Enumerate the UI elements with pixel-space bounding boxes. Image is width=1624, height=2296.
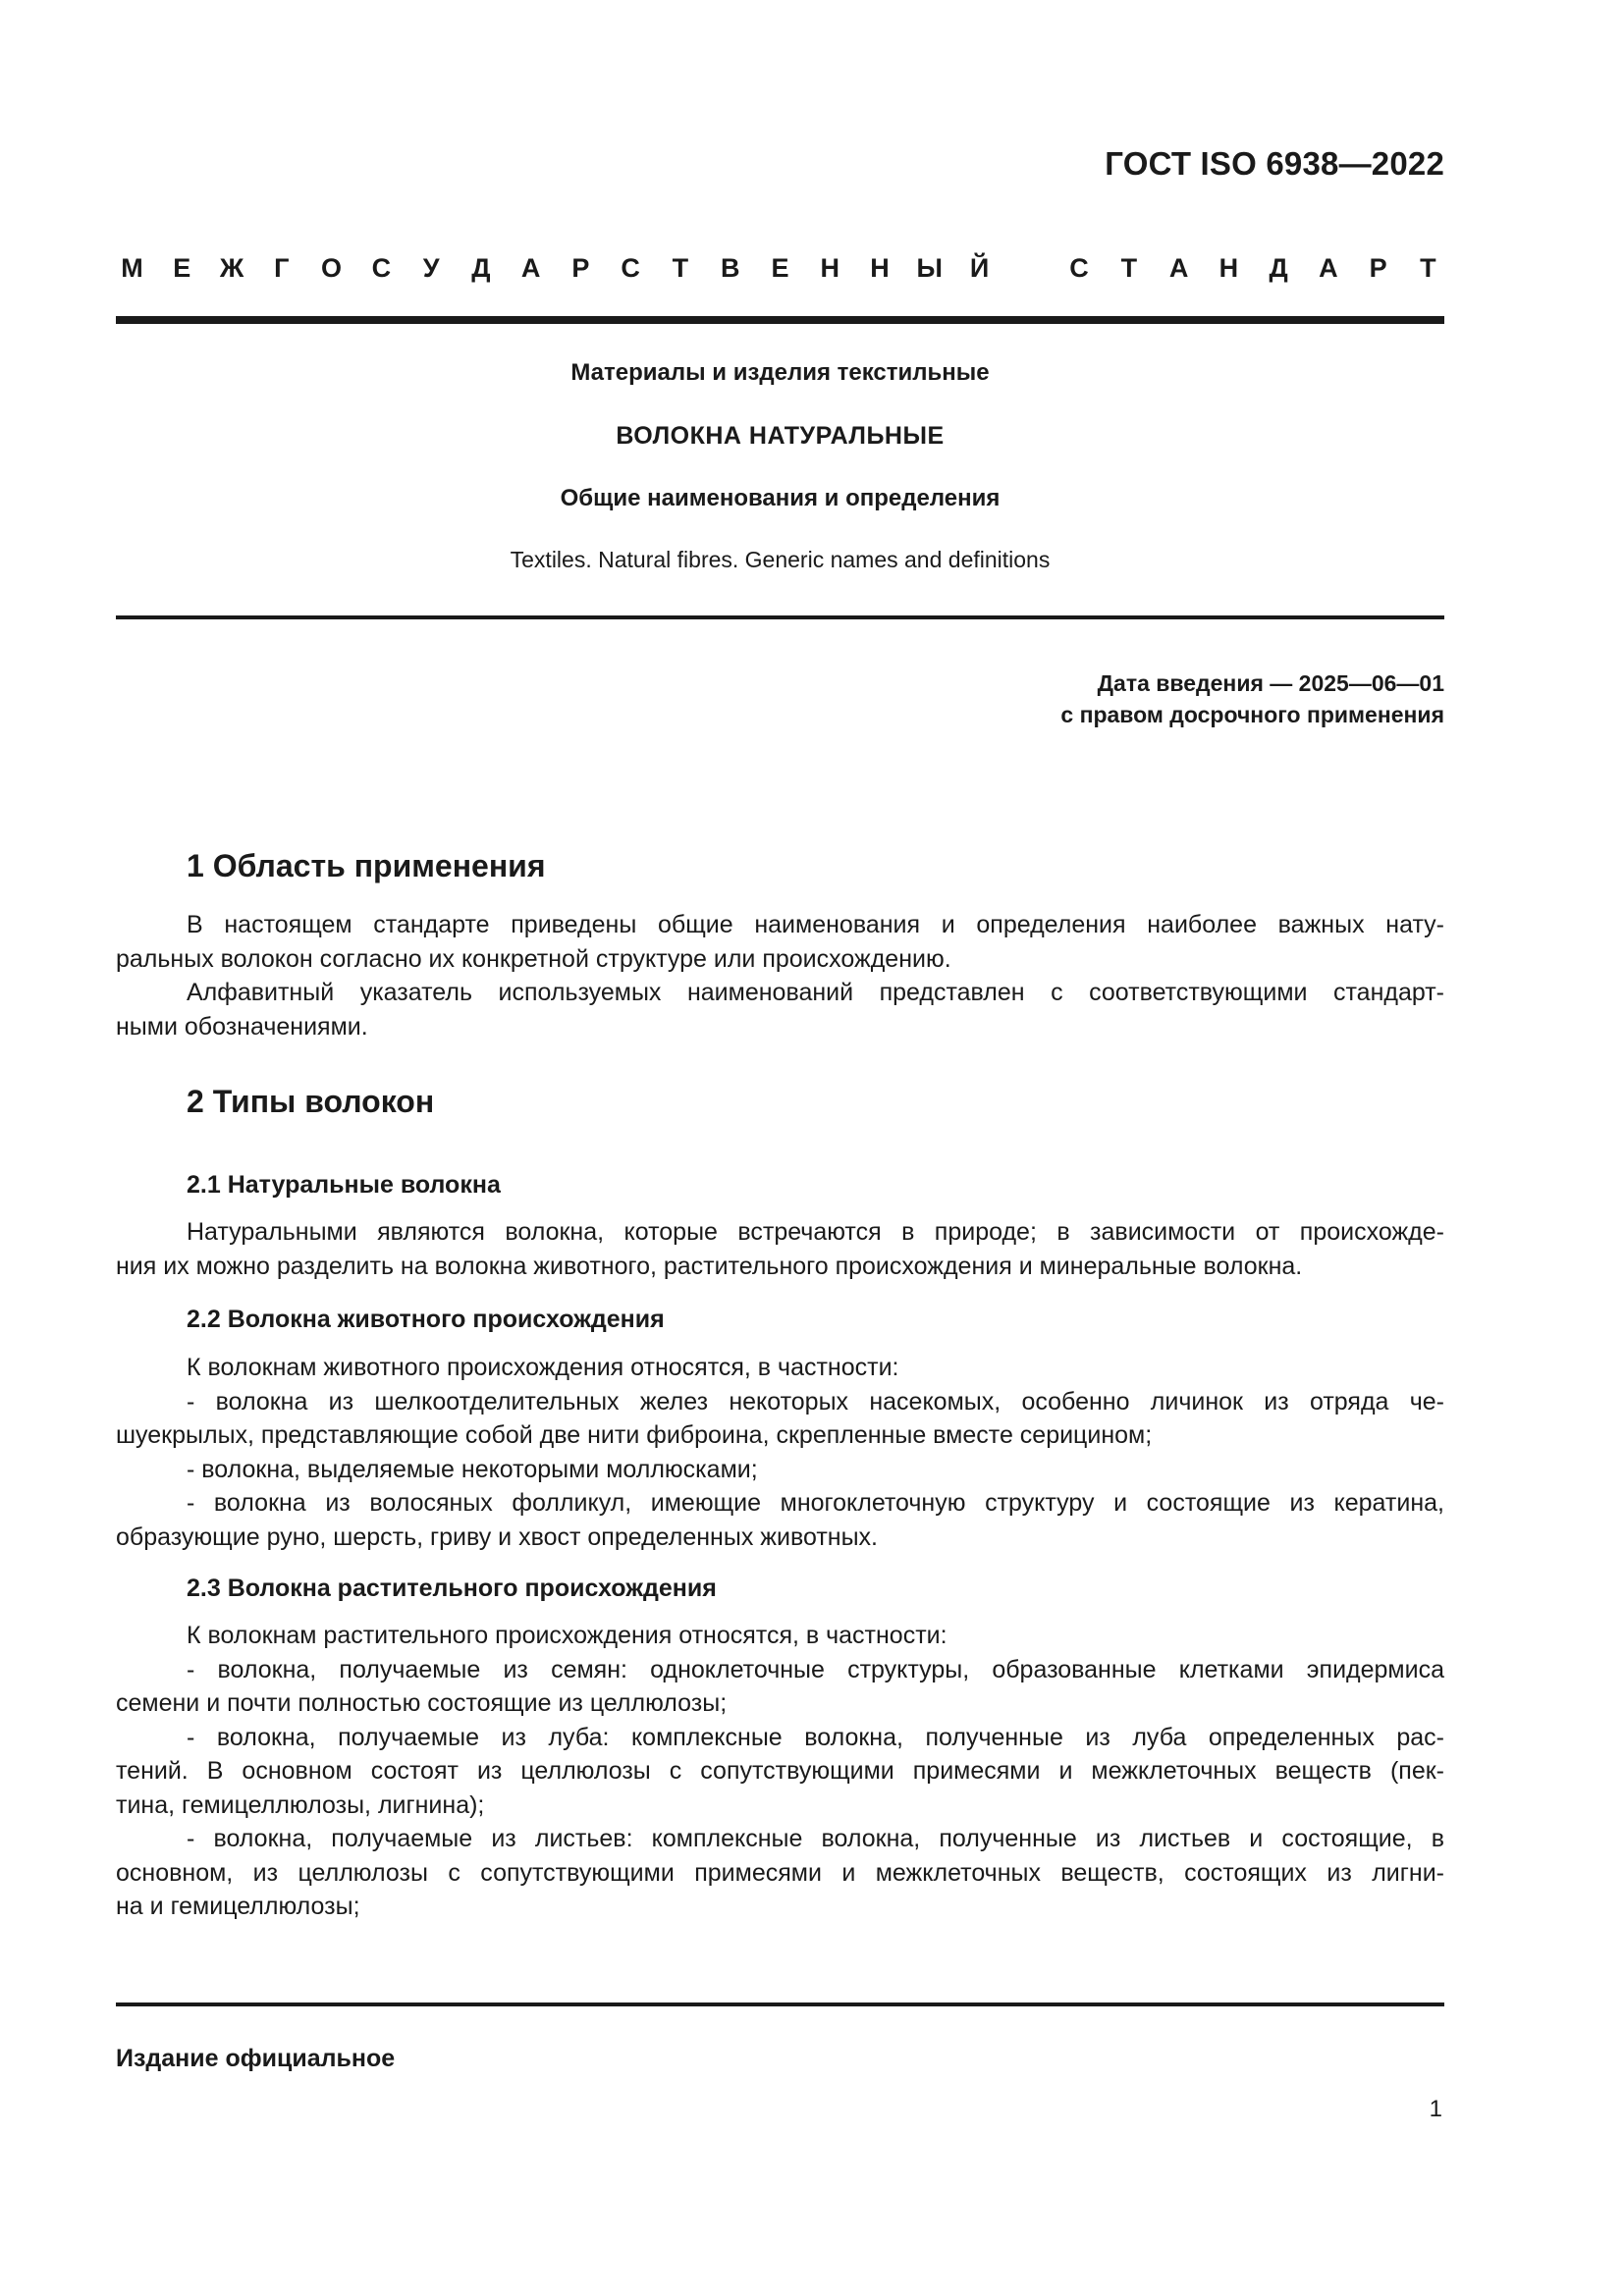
banner-letter: Ы [916, 253, 943, 283]
banner-letter: Й [969, 253, 990, 283]
text-line: на и гемицеллюлозы; [116, 1893, 360, 1920]
introduction-date [1060, 667, 1444, 730]
text-line: ными обозначениями. [116, 1012, 368, 1041]
banner-letter: Т [1420, 253, 1436, 283]
intro-date-line: Дата введения — 2025—06—01 [1097, 670, 1444, 696]
section-1-paragraph-1 [116, 908, 1444, 976]
banner-letter: Е [173, 253, 191, 283]
text-line: ния их можно разделить на волокна животного, растительного происхождения и минеральные волокна. [116, 1252, 1303, 1280]
intro-date-line: с правом досрочного применения [1060, 702, 1444, 727]
banner-letter: Н [1218, 253, 1239, 283]
subsection-2-3-paragraph [116, 1619, 1444, 1924]
subsection-2-1-paragraph [116, 1215, 1444, 1283]
text-line: - волокна, получаемые из семян: одноклеточные структуры, образованные клетками эпидермиса [187, 1655, 1444, 1683]
text-line: ральных волокон согласно их конкретной структуре или происхождению. [116, 944, 951, 973]
title-block [116, 0, 1444, 628]
banner-letter: О [321, 253, 343, 283]
text-line: тина, гемицеллюлозы, лигнина); [116, 1790, 485, 1819]
title-main: ВОЛОКНА НАТУРАЛЬНЫЕ [616, 422, 945, 450]
banner-letter: Ж [219, 253, 244, 283]
title-subtitle: Общие наименования и определения [560, 485, 1001, 511]
title-group: Материалы и изделия текстильные [570, 359, 990, 386]
text-line: - волокна, выделяемые некоторыми моллюсками; [187, 1455, 758, 1483]
banner-letter: Е [771, 253, 789, 283]
banner-letter: Н [870, 253, 890, 283]
banner-letter: С [621, 253, 640, 283]
banner-letter: У [422, 253, 440, 283]
document-number: ГОСТ ISO 6938—2022 [1105, 145, 1444, 182]
section-1-paragraph-2 [116, 976, 1444, 1043]
banner-letter: А [1168, 253, 1189, 283]
text-line: шуекрылых, представляющие собой две нити фиброина, скрепленные вместе серицином; [116, 1421, 1153, 1449]
title-divider [116, 615, 1444, 619]
text-line: К волокнам растительного происхождения относятся, в частности: [187, 1622, 947, 1649]
text-line: В настоящем стандарте приведены общие наименования и определения наиболее важных нату- [187, 911, 1444, 938]
banner-letter: Д [1269, 253, 1288, 283]
banner-letter: Г [274, 253, 290, 283]
text-line: - волокна из шелкоотделительных желез некоторых насекомых, особенно личинок из отряда че- [187, 1387, 1444, 1415]
text-line: - волокна из волосяных фолликул, имеющие многоклеточную структуру и состоящие из кератина, [187, 1489, 1444, 1517]
banner-letter: А [520, 253, 541, 283]
text-line: семени и почти полностью состоящие из целлюлозы; [116, 1689, 728, 1717]
section-2-heading: 2 Типы волокон [187, 1084, 435, 1119]
subsection-2-2-heading: 2.2 Волокна животного происхождения [187, 1306, 665, 1333]
banner-letter: Р [571, 253, 590, 283]
banner-letter: Р [1369, 253, 1387, 283]
text-line: - волокна, получаемые из листьев: комплексные волокна, полученные из листьев и состоящие, в [187, 1825, 1444, 1852]
edition-label: Издание официальное [116, 2045, 396, 2072]
text-line: Алфавитный указатель используемых наименований представлен с соответствующими стандарт- [187, 979, 1444, 1006]
footer-divider [116, 2002, 1444, 2006]
banner-letter: М [121, 253, 143, 283]
banner-letter: Н [820, 253, 839, 283]
text-line: - волокна, получаемые из луба: комплексные волокна, полученные из луба определенных рас- [187, 1723, 1444, 1751]
subsection-2-3-heading: 2.3 Волокна растительного происхождения [187, 1575, 717, 1602]
banner-letter: А [1319, 253, 1338, 283]
banner-letter: С [371, 253, 392, 283]
subsection-2-1-heading: 2.1 Натуральные волокна [187, 1171, 501, 1199]
text-line: К волокнам животного происхождения относятся, в частности: [187, 1354, 899, 1381]
text-line: основном, из целлюлозы с сопутствующими примесями и межклеточных веществ, состоящих из лигни- [116, 1858, 1444, 1887]
text-line: Натуральными являются волокна, которые встречаются в природе; в зависимости от происхожде- [187, 1218, 1444, 1246]
text-line: тений. В основном состоят из целлюлозы с сопутствующими примесями и межклеточных веществ (пек- [116, 1757, 1444, 1785]
subsection-2-2-paragraph [116, 1351, 1444, 1554]
title-english: Textiles. Natural fibres. Generic names and definitions [510, 547, 1051, 572]
banner-letter: С [1069, 253, 1089, 283]
banner-letter: Д [471, 253, 491, 283]
banner-letter: Т [672, 253, 689, 283]
section-1-heading: 1 Область применения [187, 848, 546, 883]
banner-letter: Т [1120, 253, 1138, 283]
page-number: 1 [1429, 2096, 1442, 2122]
banner-letter: В [720, 253, 740, 283]
text-line: образующие руно, шерсть, гриву и хвост определенных животных. [116, 1522, 878, 1551]
